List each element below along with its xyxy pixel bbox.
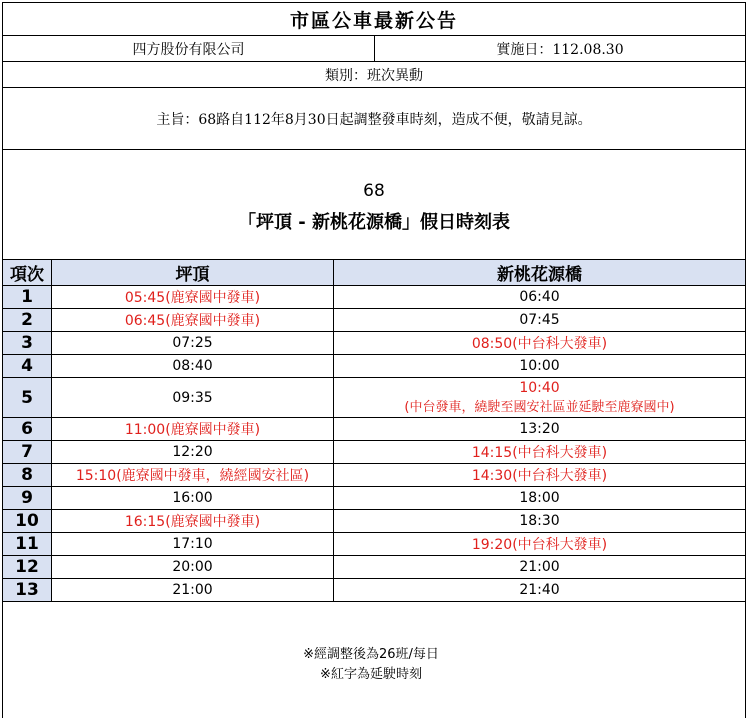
pingding-departure: 20:00 (52, 556, 334, 579)
route-number: 68 (363, 181, 385, 201)
row-number: 3 (3, 332, 52, 355)
table-row (3, 418, 746, 441)
col-header-no: 項次 (3, 260, 52, 286)
departure-remark: (中台發車，繞駛至國安社區並延駛至鹿寮國中) (404, 400, 675, 415)
row-number: 11 (3, 533, 52, 556)
xintaohuayuan-departure: 14:15(中台科大發車) (334, 441, 746, 464)
route-title: 「坪頂 - 新桃花源橋」假日時刻表 (237, 212, 510, 233)
xintaohuayuan-departure: 18:00 (334, 487, 746, 510)
xintaohuayuan-departure (334, 378, 746, 418)
footnotes (0, 645, 742, 685)
effective-date: 實施日：112.08.30 (496, 41, 624, 58)
notice-category: 類別：班次異動 (3, 62, 745, 88)
row-number: 2 (3, 309, 52, 332)
table-row (3, 378, 746, 418)
row-number: 7 (3, 441, 52, 464)
row-number: 8 (3, 464, 52, 487)
row-number: 9 (3, 487, 52, 510)
table-row (3, 464, 746, 487)
xintaohuayuan-departure: 13:20 (334, 418, 746, 441)
pingding-departure: 09:35 (52, 378, 334, 418)
col-header-pingding: 坪頂 (52, 260, 334, 286)
pingding-departure: 15:10(鹿寮國中發車，繞經國安社區) (52, 464, 334, 487)
xintaohuayuan-departure: 18:30 (334, 510, 746, 533)
table-row (3, 441, 746, 464)
xintaohuayuan-departure: 08:50(中台科大發車) (334, 332, 746, 355)
pingding-departure: 08:40 (52, 355, 334, 378)
pingding-departure: 17:10 (52, 533, 334, 556)
timetable (2, 259, 746, 602)
row-number: 5 (3, 378, 52, 418)
notice-subject: 主旨：68路自112年8月30日起調整發車時刻，造成不便，敬請見諒。 (3, 88, 745, 150)
pingding-departure: 12:20 (52, 441, 334, 464)
pingding-departure: 21:00 (52, 579, 334, 602)
xintaohuayuan-departure: 19:20(中台科大發車) (334, 533, 746, 556)
table-row (3, 556, 746, 579)
table-row (3, 286, 746, 309)
pingding-departure: 07:25 (52, 332, 334, 355)
table-row (3, 355, 746, 378)
xintaohuayuan-departure: 06:40 (334, 286, 746, 309)
table-row (3, 579, 746, 602)
pingding-departure: 06:45(鹿寮國中發車) (52, 309, 334, 332)
pingding-departure: 05:45(鹿寮國中發車) (52, 286, 334, 309)
table-row (3, 332, 746, 355)
table-row (3, 309, 746, 332)
pingding-departure: 16:00 (52, 487, 334, 510)
table-row (3, 487, 746, 510)
table-row (3, 533, 746, 556)
row-number: 13 (3, 579, 52, 602)
footnote-total-trips: ※經調整後為26班/每日 (303, 647, 439, 662)
xintaohuayuan-departure: 07:45 (334, 309, 746, 332)
xintaohuayuan-departure: 21:00 (334, 556, 746, 579)
row-number: 12 (3, 556, 52, 579)
row-number: 10 (3, 510, 52, 533)
xintaohuayuan-departure: 14:30(中台科大發車) (334, 464, 746, 487)
table-row (3, 510, 746, 533)
row-number: 6 (3, 418, 52, 441)
notice-info-row (3, 36, 745, 62)
xintaohuayuan-departure: 21:40 (334, 579, 746, 602)
xintaohuayuan-departure: 10:00 (334, 355, 746, 378)
pingding-departure: 16:15(鹿寮國中發車) (52, 510, 334, 533)
timetable-header-row (3, 260, 746, 286)
row-number: 4 (3, 355, 52, 378)
footnote-red-text: ※紅字為延駛時刻 (320, 667, 422, 682)
row-number: 1 (3, 286, 52, 309)
notice-title: 市區公車最新公告 (3, 3, 745, 36)
col-header-xintaohuayuan: 新桃花源橋 (334, 260, 746, 286)
pingding-departure: 11:00(鹿寮國中發車) (52, 418, 334, 441)
departure-time: 10:40 (519, 380, 560, 396)
company-name: 四方股份有限公司 (3, 36, 375, 61)
